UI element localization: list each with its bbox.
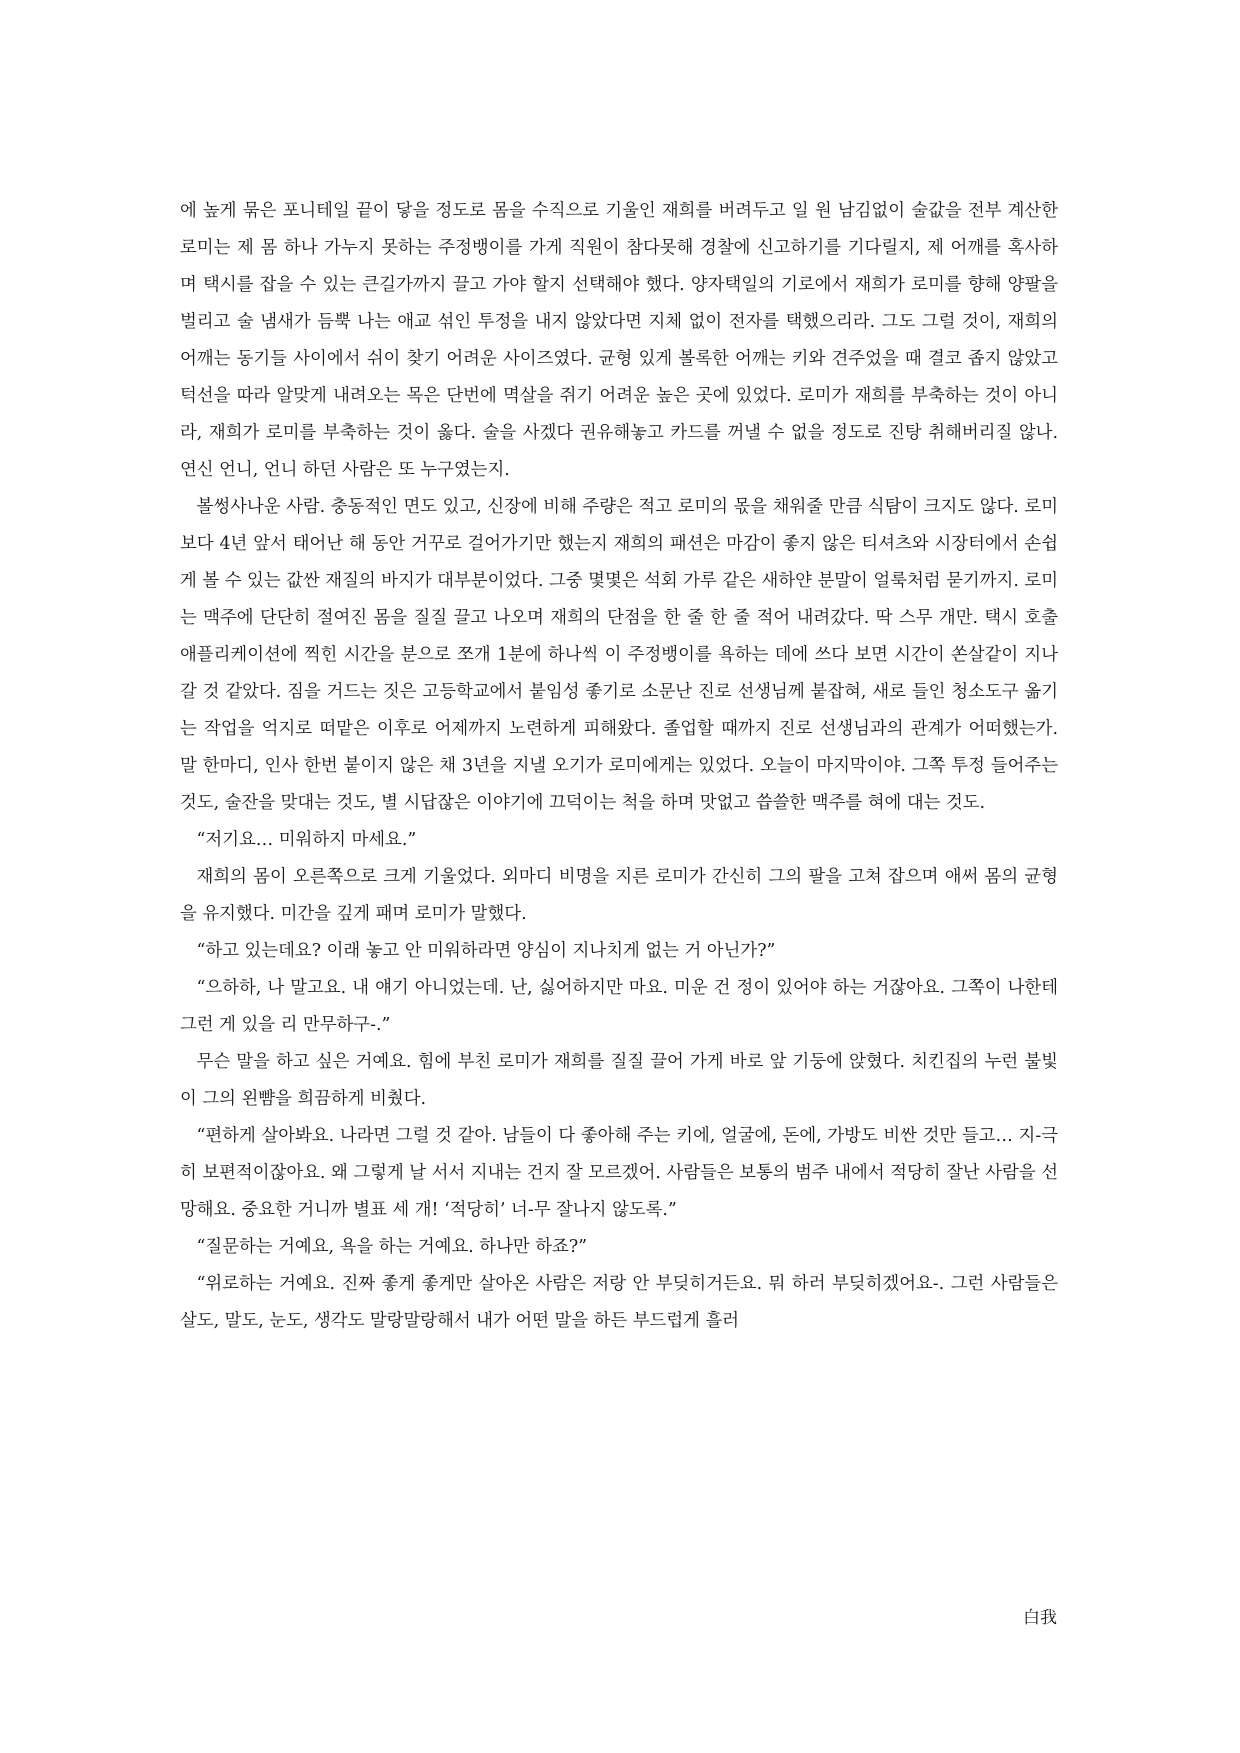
paragraph-7: 무슨 말을 하고 싶은 거예요. 힘에 부친 로미가 재희를 질질 끌어 가게 바로 앞 기둥에 앉혔다. 치킨집의 누런 불빛이 그의 왼뺨을 희끔하게 비췄다. bbox=[180, 1052, 1058, 1109]
paragraph-4: 재희의 몸이 오른쪽으로 크게 기울었다. 외마디 비명을 지른 로미가 간신히 그의 팔을 고쳐 잡으며 애써 몸의 균형을 유지했다. 미간을 깊게 패며 로미가 말했다. bbox=[180, 867, 1058, 924]
paragraph-5: “하고 있는데요? 이래 놓고 안 미워하라면 양심이 지나치게 없는 거 아닌가?” bbox=[196, 941, 776, 961]
body-text bbox=[180, 193, 1058, 1340]
paragraph-10: “위로하는 거예요. 진짜 좋게 좋게만 살아온 사람은 저랑 안 부딪히거든요. 뭐 하러 부딪히겠어요-. 그런 사람들은 살도, 말도, 눈도, 생각도 말랑말랑해서 내가 어떤 말을 하든 부드럽게 흘러 bbox=[180, 1274, 1058, 1331]
paragraph-6: “으하하, 나 말고요. 내 얘기 아니었는데. 난, 싫어하지만 마요. 미운 건 정이 있어야 하는 거잖아요. 그쪽이 나한테 그런 게 있을 리 만무하구-.” bbox=[180, 978, 1058, 1035]
footer-mark: 白我 bbox=[1023, 1608, 1057, 1628]
paragraph-8: “편하게 살아봐요. 나라면 그럴 것 같아. 남들이 다 좋아해 주는 키에, 얼굴에, 돈에, 가방도 비싼 것만 들고… 지-극히 보편적이잖아요. 왜 그렇게 날 서서 지내는 건지 잘 모르겠어. 사람들은 보통의 범주 내에서 적당히 잘난 사람을 선망해요. 중요한 거니까 별표 세 개! ‘적당히’ 너-무 잘나지 않도록.” bbox=[180, 1126, 1058, 1220]
paragraph-2: 볼썽사나운 사람. 충동적인 면도 있고, 신장에 비해 주량은 적고 로미의 몫을 채워줄 만큼 식탐이 크지도 않다. 로미보다 4년 앞서 태어난 해 동안 거꾸로 걸어가기만 했는지 재희의 패션은 마감이 좋지 않은 티셔츠와 시장터에서 손쉽게 볼 수 있는 값싼 재질의 바지가 대부분이었다. 그중 몇몇은 석회 가루 같은 새하얀 분말이 얼룩처럼 묻기까지. 로미는 맥주에 단단히 절여진 몸을 질질 끌고 나오며 재희의 단점을 한 줄 한 줄 적어 내려갔다. 딱 스무 개만. 택시 호출 애플리케이션에 찍힌 시간을 분으로 쪼개 1분에 하나씩 이 주정뱅이를 욕하는 데에 쓰다 보면 시간이 쏜살같이 지나갈 것 같았다. 짐을 거드는 짓은 고등학교에서 붙임성 좋기로 소문난 진로 선생님께 붙잡혀, 새로 들인 청소도구 옮기는 작업을 억지로 떠맡은 이후로 어제까지 노련하게 피해왔다. 졸업할 때까지 진로 선생님과의 관계가 어떠했는가. 말 한마디, 인사 한번 붙이지 않은 채 3년을 지낼 오기가 로미에게는 있었다. 오늘이 마지막이야. 그쪽 투정 들어주는 것도, 술잔을 맞대는 것도, 별 시답잖은 이야기에 끄덕이는 척을 하며 맛없고 씁쓸한 맥주를 혀에 대는 것도. bbox=[180, 497, 1058, 813]
paragraph-3: “저기요… 미워하지 마세요.” bbox=[196, 830, 417, 850]
paragraph-1: 에 높게 묶은 포니테일 끝이 닿을 정도로 몸을 수직으로 기울인 재희를 버려두고 일 원 남김없이 술값을 전부 계산한 로미는 제 몸 하나 가누지 못하는 주정뱅이를 가게 직원이 참다못해 경찰에 신고하기를 기다릴지, 제 어깨를 혹사하며 택시를 잡을 수 있는 큰길가까지 끌고 가야 할지 선택해야 했다. 양자택일의 기로에서 재희가 로미를 향해 양팔을 벌리고 술 냄새가 듬뿍 나는 애교 섞인 투정을 내지 않았다면 지체 없이 전자를 택했으리라. 그도 그럴 것이, 재희의 어깨는 동기들 사이에서 쉬이 찾기 어려운 사이즈였다. 균형 있게 볼록한 어깨는 키와 견주었을 때 결코 좁지 않았고 턱선을 따라 알맞게 내려오는 목은 단번에 멱살을 쥐기 어려운 높은 곳에 있었다. 로미가 재희를 부축하는 것이 아니라, 재희가 로미를 부축하는 것이 옳다. 술을 사겠다 권유해놓고 카드를 꺼낼 수 없을 정도로 진탕 취해버리질 않나. 연신 언니, 언니 하던 사람은 또 누구였는지. bbox=[180, 201, 1058, 480]
paragraph-9: “질문하는 거예요, 욕을 하는 거예요. 하나만 하죠?” bbox=[196, 1237, 588, 1257]
